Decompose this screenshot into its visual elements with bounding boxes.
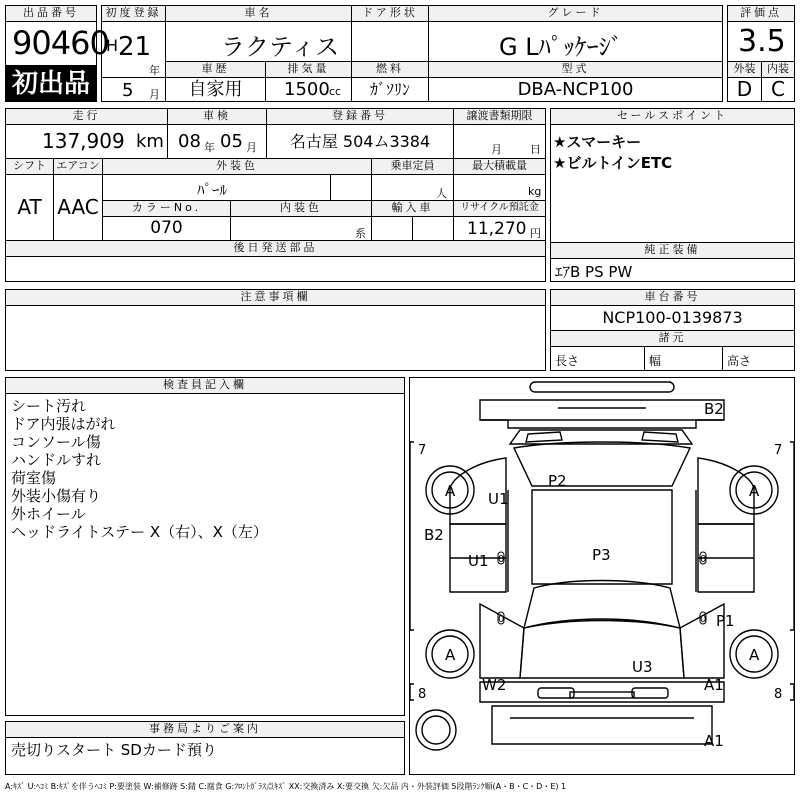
mileage-cell (5, 124, 168, 159)
first-registration-month-cell (101, 77, 166, 102)
front-bumper-bar (530, 382, 674, 392)
fuel-cell: ｶﾞｿﾘﾝ (351, 77, 429, 102)
mark-a1-rear: A1 (704, 676, 724, 694)
inspection-year-unit: 年 (204, 141, 215, 154)
exterior-color-cell (102, 174, 372, 201)
mark-a1-bottom: A1 (704, 732, 724, 750)
grade-value: G Lﾊﾟｯｹｰｼﾞ (499, 33, 623, 61)
mark-p1: P1 (716, 612, 735, 630)
equipment-value: ｴｱB PS PW (555, 263, 633, 281)
equipment-header: 純正装備 (550, 242, 795, 259)
registration-month: 5 (122, 80, 134, 101)
max-load-cell (453, 174, 546, 201)
interior-color-cell (230, 216, 372, 241)
inspector-line: シート汚れ (11, 397, 87, 415)
exterior-color-header: 外装色 (102, 158, 372, 175)
capacity-cell (371, 174, 454, 201)
shift-cell: AT (5, 174, 54, 241)
mark-p3: P3 (592, 546, 611, 564)
exterior-score-header: 外装 (727, 61, 762, 78)
inspector-line: ハンドルすれ (11, 451, 102, 469)
inspection-header: 車検 (167, 108, 267, 125)
mark-u3: U3 (632, 658, 653, 676)
color-no-cell: 070 (102, 216, 231, 241)
history-header: 車歴 (165, 61, 266, 78)
tire-mark-a: A (445, 646, 456, 664)
mark-u1-front: U1 (488, 490, 509, 508)
later-parts-header: 後日発送部品 (5, 240, 546, 257)
deadline-month-unit: 月 (491, 143, 502, 156)
inspection-month-unit: 月 (246, 141, 257, 154)
aircon-header: エアコン (53, 158, 103, 175)
car-name-cell (165, 21, 352, 62)
exterior-score: D (727, 77, 762, 102)
inspector-line: 外ホイール (11, 505, 86, 523)
lot-number: 90460 (12, 24, 109, 62)
office-cell (5, 737, 405, 775)
inspection-cell (167, 124, 267, 159)
interior-color-header: 内装色 (230, 200, 372, 217)
recycle-unit: 円 (530, 227, 541, 240)
displacement-value: 1500 (284, 79, 330, 100)
damage-diagram (409, 377, 795, 775)
era-label: H (106, 36, 119, 55)
inspector-line: ドア内張はがれ (11, 415, 116, 433)
notes-cell (5, 305, 546, 371)
recycle-value: 11,270 (467, 219, 527, 239)
chassis-header: 車台番号 (550, 289, 795, 306)
transfer-deadline-cell (453, 124, 546, 159)
history-cell: 自家用 (165, 77, 266, 102)
displacement-unit: cc (329, 85, 342, 98)
inspector-line: ヘッドライトステー X（右）、X（左） (11, 523, 268, 541)
tire-mark-a: A (749, 482, 760, 500)
plate-header: 登録番号 (266, 108, 454, 125)
car-name: ラクティス (221, 33, 340, 61)
chassis-cell: NCP100-0139873 (550, 305, 795, 331)
mark-b2-top: B2 (704, 400, 724, 418)
dimensions-header: 諸元 (550, 330, 795, 347)
import-header: 輸入車 (371, 200, 454, 217)
month-unit: 月 (149, 88, 160, 101)
legend-footer: A:ｷｽﾞ U:ﾍｺﾐ B:ｷｽﾞを伴うﾍｺﾐ P:要塗装 W:補修跡 S:錆 C:腐食 G:ﾌﾛﾝﾄｶﾞﾗｽ点ｷｽﾞ XX:交換済み X:要交換 欠:欠品 内・外装評価 5段階ﾗﾝｸ順(A・B・C・D・E) 1 (5, 782, 567, 791)
grade-cell (428, 21, 723, 62)
interior-score-header: 内装 (761, 61, 795, 78)
inspector-cell (5, 393, 405, 716)
bracket-seven-right: 7 (774, 443, 783, 458)
sales-point-header: セールスポイント (550, 108, 795, 125)
tire-mark-a: A (445, 482, 456, 500)
displacement-header: 排気量 (265, 61, 352, 78)
mileage-unit: km (136, 131, 164, 152)
mileage-header: 走行 (5, 108, 168, 125)
mark-w2: W2 (482, 676, 507, 694)
interior-score: C (761, 77, 795, 102)
model-type-header: 型式 (428, 61, 723, 78)
transfer-deadline-header: 譲渡書類期限 (453, 108, 546, 125)
score-cell (727, 21, 795, 62)
office-header: 事務局よりご案内 (5, 721, 405, 738)
exterior-color-value: ﾊﾟｰﾙ (197, 181, 228, 199)
shift-header: シフト (5, 158, 54, 175)
inspector-line: コンソール傷 (11, 433, 101, 451)
notes-header: 注意事項欄 (5, 289, 546, 306)
slot-mark: 0 (700, 614, 707, 625)
exterior-color-divider (330, 174, 331, 201)
model-type-cell: DBA-NCP100 (428, 77, 723, 102)
slot-mark: 0 (498, 614, 505, 625)
bracket-seven-left: 7 (418, 443, 427, 458)
car-name-header: 車名 (165, 5, 352, 22)
height-label: 高さ (727, 354, 752, 368)
lot-number-cell (5, 21, 109, 66)
mileage-value: 137,909 (42, 129, 125, 153)
bracket-eight-right: 8 (774, 687, 783, 702)
lot-number-header: 出品番号 (5, 5, 97, 22)
mark-u1-mid: U1 (468, 552, 489, 570)
dimensions-length-cell (550, 346, 645, 371)
door-cell (351, 21, 429, 62)
mark-p2: P2 (548, 472, 567, 490)
mark-b2-left: B2 (424, 526, 444, 544)
color-no-header: カラーNo. (102, 200, 231, 217)
equipment-cell (550, 258, 795, 282)
inspector-line: 外装小傷有り (11, 487, 102, 505)
import-divider (412, 216, 413, 241)
inspection-month: 05 (220, 131, 243, 152)
capacity-unit: 人 (436, 187, 447, 200)
recycle-header: リサイクル預託金 (453, 200, 546, 217)
max-load-header: 最大積載量 (453, 158, 546, 175)
grade-header: グレード (428, 5, 723, 22)
inspector-header: 検査員記入欄 (5, 377, 405, 394)
bracket-eight-left: 8 (418, 687, 427, 702)
slot-mark: 0 (498, 554, 505, 565)
recycle-cell (453, 216, 546, 241)
plate-cell: 名古屋 504ム3384 (266, 124, 454, 159)
dimensions-height-cell (722, 346, 795, 371)
first-registration-year-cell (101, 21, 166, 78)
car-diagram-svg (410, 378, 794, 774)
max-load-unit: kg (528, 185, 542, 198)
interior-color-unit: 系 (355, 227, 366, 240)
later-parts-cell (5, 256, 546, 282)
sales-point-item: ★ビルトインETC (553, 154, 673, 172)
displacement-cell (265, 77, 352, 102)
registration-year: 21 (118, 32, 152, 62)
sales-point-item: ★スマーキー (553, 133, 642, 151)
year-unit: 年 (149, 64, 160, 77)
aircon-cell: AAC (53, 174, 103, 241)
office-value: 売切りスタート SDカード預り (11, 741, 217, 759)
inspector-line: 荷室傷 (11, 469, 57, 487)
slot-mark: 0 (700, 554, 707, 565)
inspection-year: 08 (178, 131, 201, 152)
score-value: 3.5 (738, 24, 786, 59)
width-label: 幅 (649, 354, 662, 368)
fuel-header: 燃料 (351, 61, 429, 78)
door-header: ドア形状 (351, 5, 429, 22)
first-registration-header: 初度登録 (101, 5, 166, 22)
first-listing-badge: 初出品 (5, 66, 97, 102)
score-header: 評価点 (727, 5, 795, 22)
length-label: 長さ (555, 354, 580, 368)
deadline-day-unit: 日 (530, 143, 541, 156)
dimensions-width-cell (644, 346, 723, 371)
sales-point-cell (550, 124, 795, 243)
tire-mark-a: A (749, 646, 760, 664)
capacity-header: 乗車定員 (371, 158, 454, 175)
